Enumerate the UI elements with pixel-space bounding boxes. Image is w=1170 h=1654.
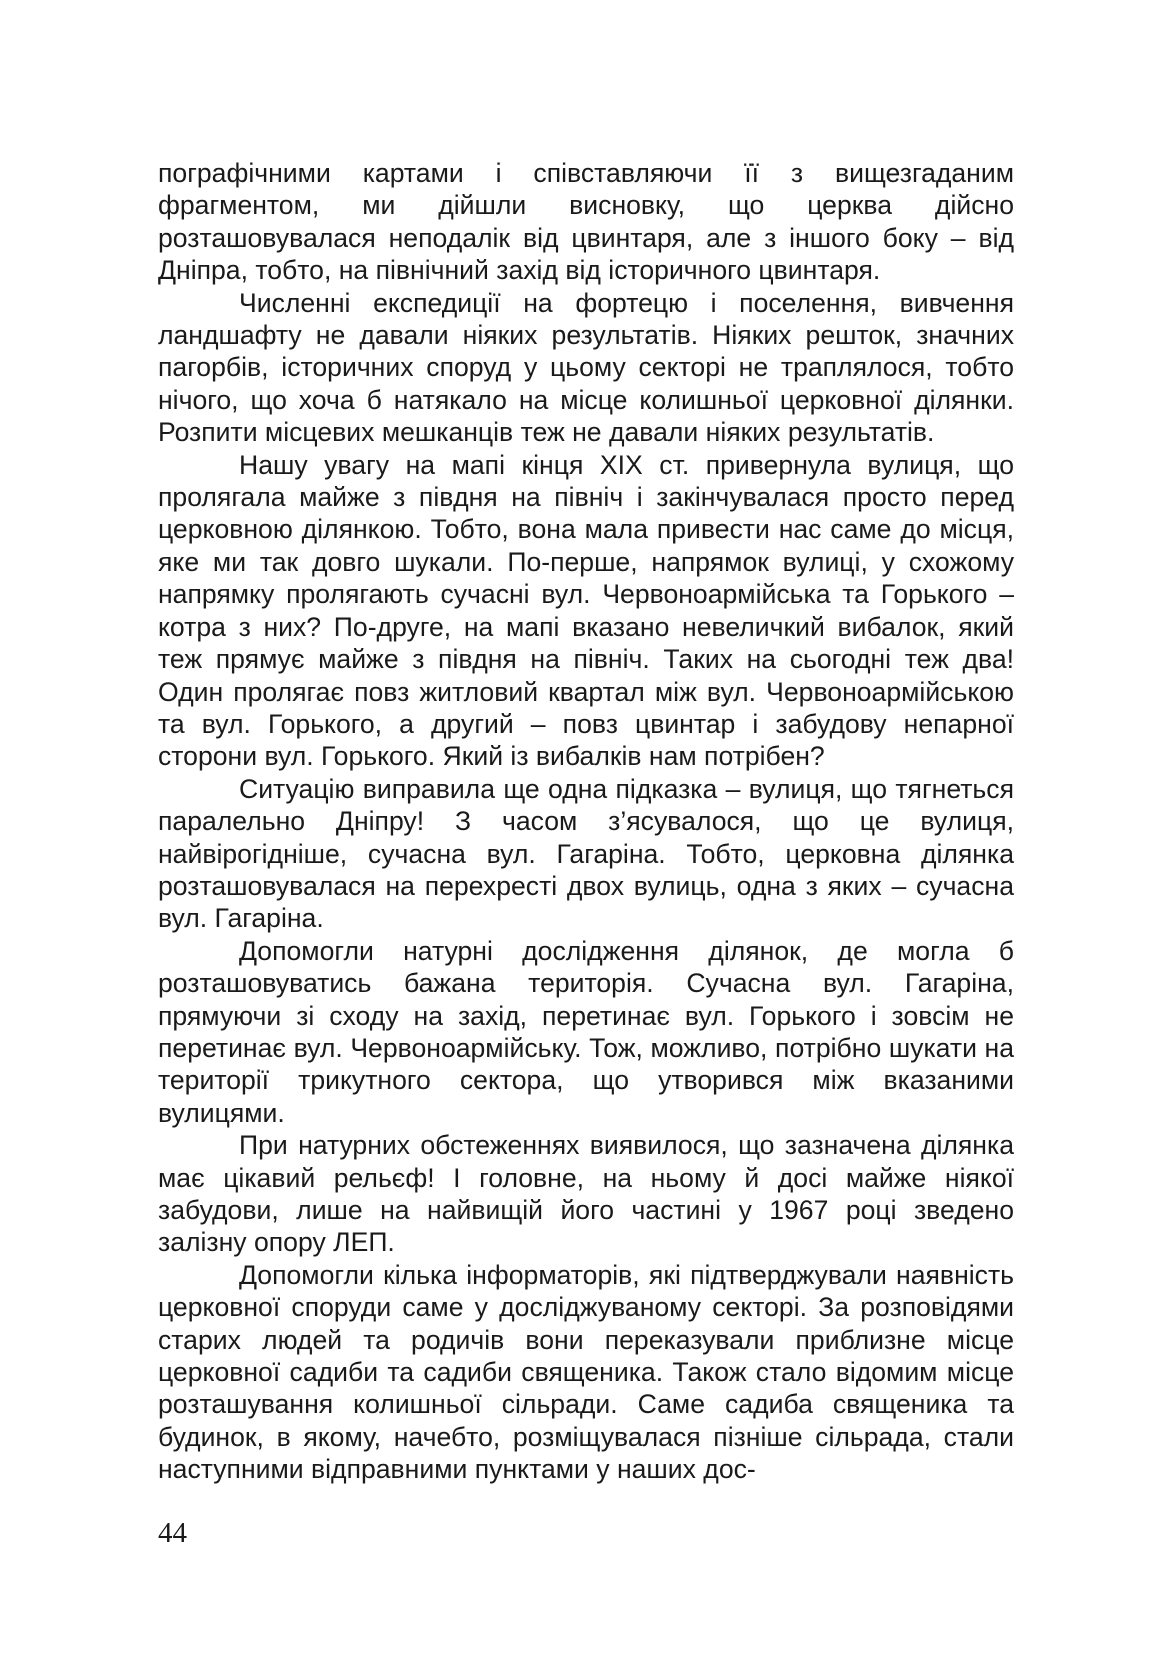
page-number: 44 <box>158 1517 187 1549</box>
paragraph: Допомогли натурні дослідження ділянок, де могла б розташовуватись бажана територія. Сучасна вул. Гагаріна, прямуючи зі сходу на захід, перетинає вул. Горького і зовсім не перетинає вул. Червоноармійську. Тож, можливо, потрібно шукати на території трикутного сектора, що утворився між вказаними вулицями. <box>158 935 1014 1128</box>
paragraph: Допомогли кілька інформаторів, які підтверджували наявність церковної споруди саме у досліджуваному секторі. За розповідями старих людей та родичів вони переказували приблизне місце церковної садиби та садиби священика. Також стало відомим місце розташування колишньої сільради. Саме садиба священика та будинок, в якому, начебто, розміщувалася пізніше сільрада, стали наступними відправними пунктами у наших дос- <box>158 1259 1014 1485</box>
body-text <box>158 157 1014 1486</box>
paragraph-continuation: пографічними картами і співставляючи її з вищезгаданим фрагментом, ми дійшли висновку, що церква дійсно розташовувалася неподалік від цвинтаря, але з іншого боку – від Дніпра, тобто, на північний захід від історичного цвинтаря. <box>158 158 1014 286</box>
paragraph: Нашу увагу на мапі кінця XIX ст. привернула вулиця, що пролягала майже з півдня на північ і закінчувалася просто перед церковною ділянкою. Тобто, вона мала привести нас саме до місця, яке ми так довго шукали. По-перше, напрямок вулиці, у схожому напрямку пролягають сучасні вул. Червоноармійська та Горького – котра з них? По-друге, на мапі вказано невеличкий вибалок, який теж прямує майже з півдня на північ. Таких на сьогодні теж два! Один пролягає повз житловий квартал між вул. Червоноармійською та вул. Горького, а другий – повз цвинтар і забудову непарної сторони вул. Горького. Який із вибалків нам потрібен? <box>158 449 1014 772</box>
paragraph: При натурних обстеженнях виявилося, що зазначена ділянка має цікавий рельєф! І головне, на ньому й досі майже ніякої забудови, лише на найвищій його частині у 1967 році зведено залізну опору ЛЕП. <box>158 1130 1014 1258</box>
paragraph: Ситуацію виправила ще одна підказка – вулиця, що тягнеться паралельно Дніпру! З часом з’ясувалося, що це вулиця, найвірогідніше, сучасна вул. Гагаріна. Тобто, церковна ділянка розташовувалася на перехресті двох вулиць, одна з яких – сучасна вул. Гагаріна. <box>158 773 1014 934</box>
paragraph: Численні експедиції на фортецю і поселення, вивчення ландшафту не давали ніяких результатів. Ніяких решток, значних пагорбів, історичних споруд у цьому секторі не траплялося, тобто нічого, що хоча б натякало на місце колишньої церковної ділянки. Розпити місцевих мешканців теж не давали ніяких результатів. <box>158 287 1014 448</box>
